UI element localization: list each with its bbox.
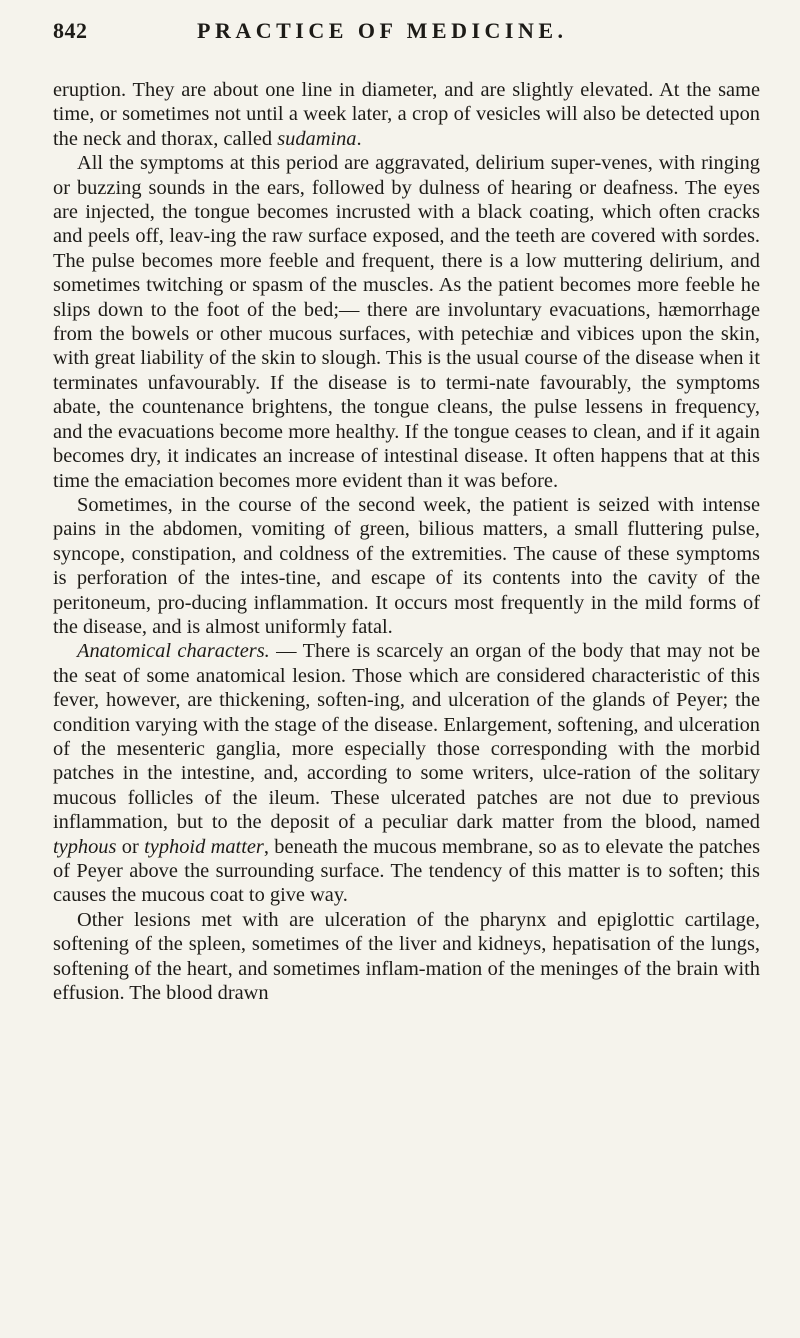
- text-span: Other lesions met with are ulceration of the pharynx and epiglottic cartilage, softening of the spleen, sometimes of the liver and kidneys, hepatisation of the lungs, softening of the heart, and sometimes inflam-mation of the meninges of the brain with effusion. The blood drawn: [53, 908, 760, 1005]
- paragraph: [53, 78, 760, 151]
- section-heading-anatomical-characters: Anatomical characters.: [77, 640, 270, 663]
- paragraph: [53, 493, 760, 639]
- italic-term-sudamina: sudamina: [277, 127, 357, 150]
- text-span: All the symptoms at this period are aggravated, delirium super-venes, with ringing or buzzing sounds in the ears, followed by dulness of hearing or deafness. The eyes are injected, the tongue becomes incrusted with a black coating, which often cracks and peels off, leav-ing the raw surface exposed, and the teeth are covered with sordes. The pulse becomes more feeble and frequent, there is a low muttering delirium, and sometimes twitching or spasm of the muscles. As the patient becomes more feeble he slips down to the foot of the bed;— there are involuntary evacuations, hæmorrhage from the bowels or other mucous surfaces, with petechiæ and vibices upon the skin, with great liability of the skin to slough. This is the usual course of the disease when it terminates unfavourably. If the disease is to termi-nate favourably, the symptoms abate, the countenance brightens, the tongue cleans, the pulse lessens in frequency, and the evacuations become more healthy. If the tongue ceases to clean, and if it again becomes dry, it indicates an increase of intestinal disease. It often happens that at this time the emaciation becomes more evident than it was before.: [53, 152, 760, 492]
- running-title: PRACTICE OF MEDICINE.: [197, 18, 568, 43]
- body-text: [53, 78, 760, 1005]
- paragraph: [53, 151, 760, 493]
- text-span: , beneath the mucous membrane, so as to elevate the patches of Peyer above the surrounding surface. The tendency of this matter is to soften; this causes the mucous coat to give way.: [53, 835, 761, 907]
- text-span: or: [116, 835, 145, 858]
- italic-term-typhous: typhous: [53, 835, 117, 858]
- text-span: .: [356, 127, 362, 150]
- text-span: Sometimes, in the course of the second week, the patient is seized with intense pains in the abdomen, vomiting of green, bilious matters, a small fluttering pulse, syncope, constipation, and coldness of the extremities. The cause of these symptoms is perforation of the intes-tine, and escape of its contents into the cavity of the peritoneum, pro-ducing inflammation. It occurs most frequently in the mild forms of the disease, and is almost uniformly fatal.: [53, 493, 760, 638]
- paragraph: [53, 639, 760, 907]
- text-span: — There is scarcely an organ of the body that may not be the seat of some anatomical lesion. Those which are considered characteristic of this fever, however, are thickening, soften-ing, and ulceration of the glands of Peyer; the condition varying with the stage of the disease. Enlargement, softening, and ulceration of the mesenteric ganglia, more especially those corresponding with the morbid patches in the intestine, and, according to some writers, ulce-ration of the solitary mucous follicles of the ileum. These ulcerated patches are not due to previous inflammation, but to the deposit of a peculiar dark matter from the blood, named: [53, 640, 760, 834]
- running-head: [53, 18, 760, 68]
- italic-term-typhoid-matter: typhoid matter: [144, 835, 264, 858]
- text-span: eruption. They are about one line in diameter, and are slightly elevated. At the same time, or sometimes not until a week later, a crop of vesicles will also be detected upon the neck and thorax, called: [53, 79, 760, 150]
- page-number: 842: [53, 18, 88, 43]
- paragraph: [53, 908, 760, 1006]
